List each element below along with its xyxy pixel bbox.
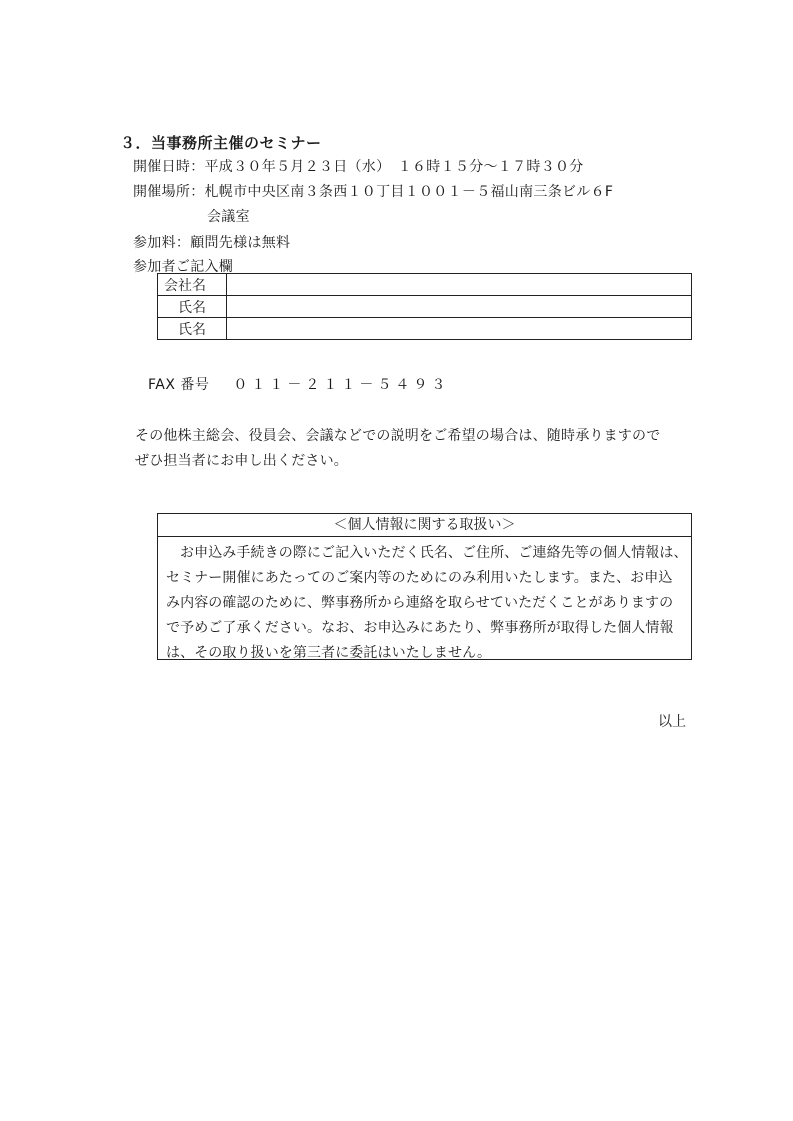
event-fee-line: 参加料：顧問先様は無料 xyxy=(133,235,291,251)
privacy-notice-line: お申込み手続きの際にご記入いただく氏名、ご住所、ご連絡先等の個人情報は、 xyxy=(180,545,688,561)
privacy-notice-title: ＜個人情報に関する取扱い＞ xyxy=(158,514,691,537)
event-date-line: 開催日時：平成３０年５月２３日（水） １６時１５分～１７時３０分 xyxy=(133,159,584,175)
table-row xyxy=(158,296,692,318)
privacy-notice-line: み内容の確認のために、弊事務所から連絡を取らせていただくことがありますの xyxy=(166,595,674,611)
privacy-notice-line: で予めご了承ください。なお、お申込みにあたり、弊事務所が取得した個人情報 xyxy=(166,620,674,636)
notice-line: ぜひ担当者にお申し出ください。 xyxy=(135,453,348,469)
privacy-notice-body xyxy=(158,537,691,666)
company-name-field[interactable] xyxy=(227,274,692,296)
privacy-notice-line: は、その取り扱いを第三者に委託はいたしません。 xyxy=(166,645,492,661)
registration-table xyxy=(157,273,692,340)
participant-entry-heading: 参加者ご記入欄 xyxy=(133,259,234,275)
name-label: 氏名 xyxy=(158,318,227,340)
closing-mark: 以上 xyxy=(658,714,686,730)
notice-line: その他株主総会、役員会、会議などでの説明をご希望の場合は、随時承りますので xyxy=(135,428,661,444)
table-row xyxy=(158,274,692,296)
name-label: 氏名 xyxy=(158,296,227,318)
fax-number: ０１１－２１１－５４９３ xyxy=(233,377,450,393)
company-name-label: 会社名 xyxy=(158,274,227,296)
event-venue-line: 開催場所：札幌市中央区南３条西１０丁目１００１－５福山南三条ビル６F xyxy=(133,184,614,200)
event-venue-room: 会議室 xyxy=(207,209,250,225)
section-heading: ３．当事務所主催のセミナー xyxy=(120,134,322,152)
privacy-notice-line: セミナー開催にあたってのご案内等のためにのみ利用いたします。また、お申込 xyxy=(166,570,673,586)
privacy-notice-box xyxy=(157,513,692,660)
table-row xyxy=(158,318,692,340)
fax-label: FAX 番号 xyxy=(148,377,210,393)
name-field[interactable] xyxy=(227,318,692,340)
fax-line xyxy=(148,374,449,394)
name-field[interactable] xyxy=(227,296,692,318)
